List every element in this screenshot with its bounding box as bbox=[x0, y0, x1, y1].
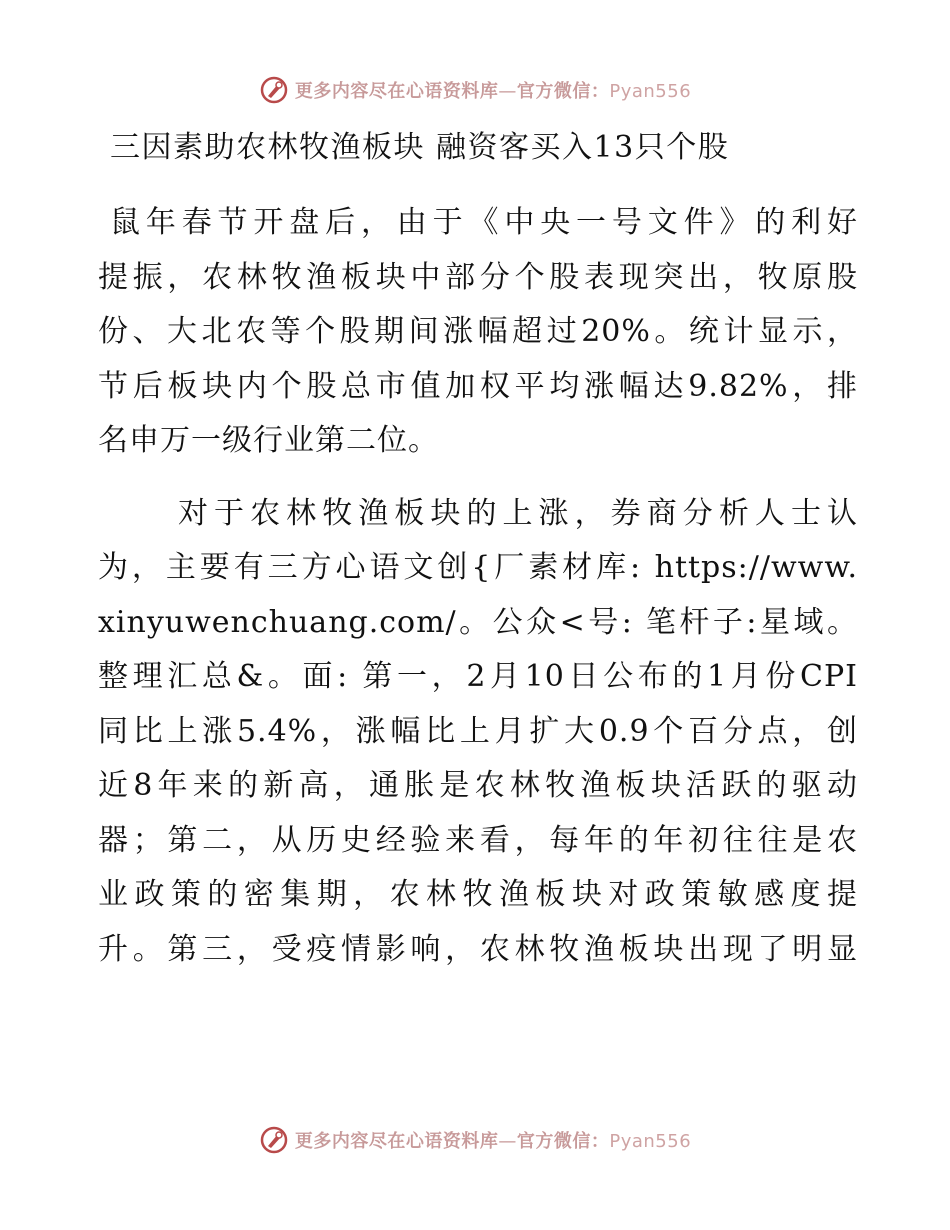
text-line: 器；第二，从历史经验来看，每年的年初往往是农 bbox=[98, 822, 858, 858]
text-line: 整理汇总&。面: 第一，2月10日公布的1月份CPI bbox=[98, 659, 858, 694]
text-line: 节后板块内个股总市值加权平均涨幅达9.82%，排 bbox=[98, 368, 858, 404]
pen-logo-icon bbox=[259, 1125, 289, 1155]
text-line: 提振，农林牧渔板块中部分个股表现突出，牧原股 bbox=[98, 259, 858, 295]
text-line: xinyuwenchuang.com/。公众<号: 笔杆子:星域。 bbox=[98, 604, 858, 640]
footer-banner bbox=[0, 1122, 950, 1158]
banner-wechat-handle: Pyan556 bbox=[609, 1131, 692, 1152]
pen-logo-icon bbox=[259, 75, 289, 105]
text-line: 份、大北农等个股期间涨幅超过20%。统计显示， bbox=[98, 314, 858, 349]
text-line: 名申万一级行业第二位。 bbox=[98, 423, 439, 458]
banner-wechat-handle: Pyan556 bbox=[609, 81, 692, 102]
text-line: 鼠年春节开盘后，由于《中央一号文件》的利好 bbox=[110, 205, 858, 240]
article-body bbox=[98, 196, 858, 977]
paragraph-1 bbox=[98, 196, 858, 469]
banner-site-name: 更多内容尽在心语资料库 bbox=[294, 1131, 499, 1152]
text-line: 同比上涨5.4%，涨幅比上月扩大0.9个百分点，创 bbox=[98, 713, 858, 749]
banner-wechat-label: 官方微信： bbox=[516, 1131, 610, 1152]
banner-dash: — bbox=[498, 81, 517, 102]
header-banner bbox=[0, 72, 950, 108]
text-line: 近8年来的新高，通胀是农林牧渔板块活跃的驱动 bbox=[98, 768, 858, 803]
banner-dash: — bbox=[498, 1131, 517, 1152]
article-title: 三因素助农林牧渔板块 融资客买入13只个股 bbox=[110, 130, 730, 165]
banner-site-name: 更多内容尽在心语资料库 bbox=[294, 81, 499, 102]
paragraph-2 bbox=[98, 487, 858, 978]
banner-text bbox=[295, 77, 691, 103]
text-line: 为，主要有三方心语文创{厂素材库: https://www. bbox=[98, 550, 858, 585]
text-line: 升。第三，受疫情影响，农林牧渔板块出现了明显 bbox=[98, 931, 858, 967]
banner-wechat-label: 官方微信： bbox=[516, 81, 610, 102]
text-line: 对于农林牧渔板块的上涨，券商分析人士认 bbox=[178, 495, 858, 531]
banner-text bbox=[295, 1127, 691, 1153]
text-line: 业政策的密集期，农林牧渔板块对政策敏感度提 bbox=[98, 877, 858, 912]
